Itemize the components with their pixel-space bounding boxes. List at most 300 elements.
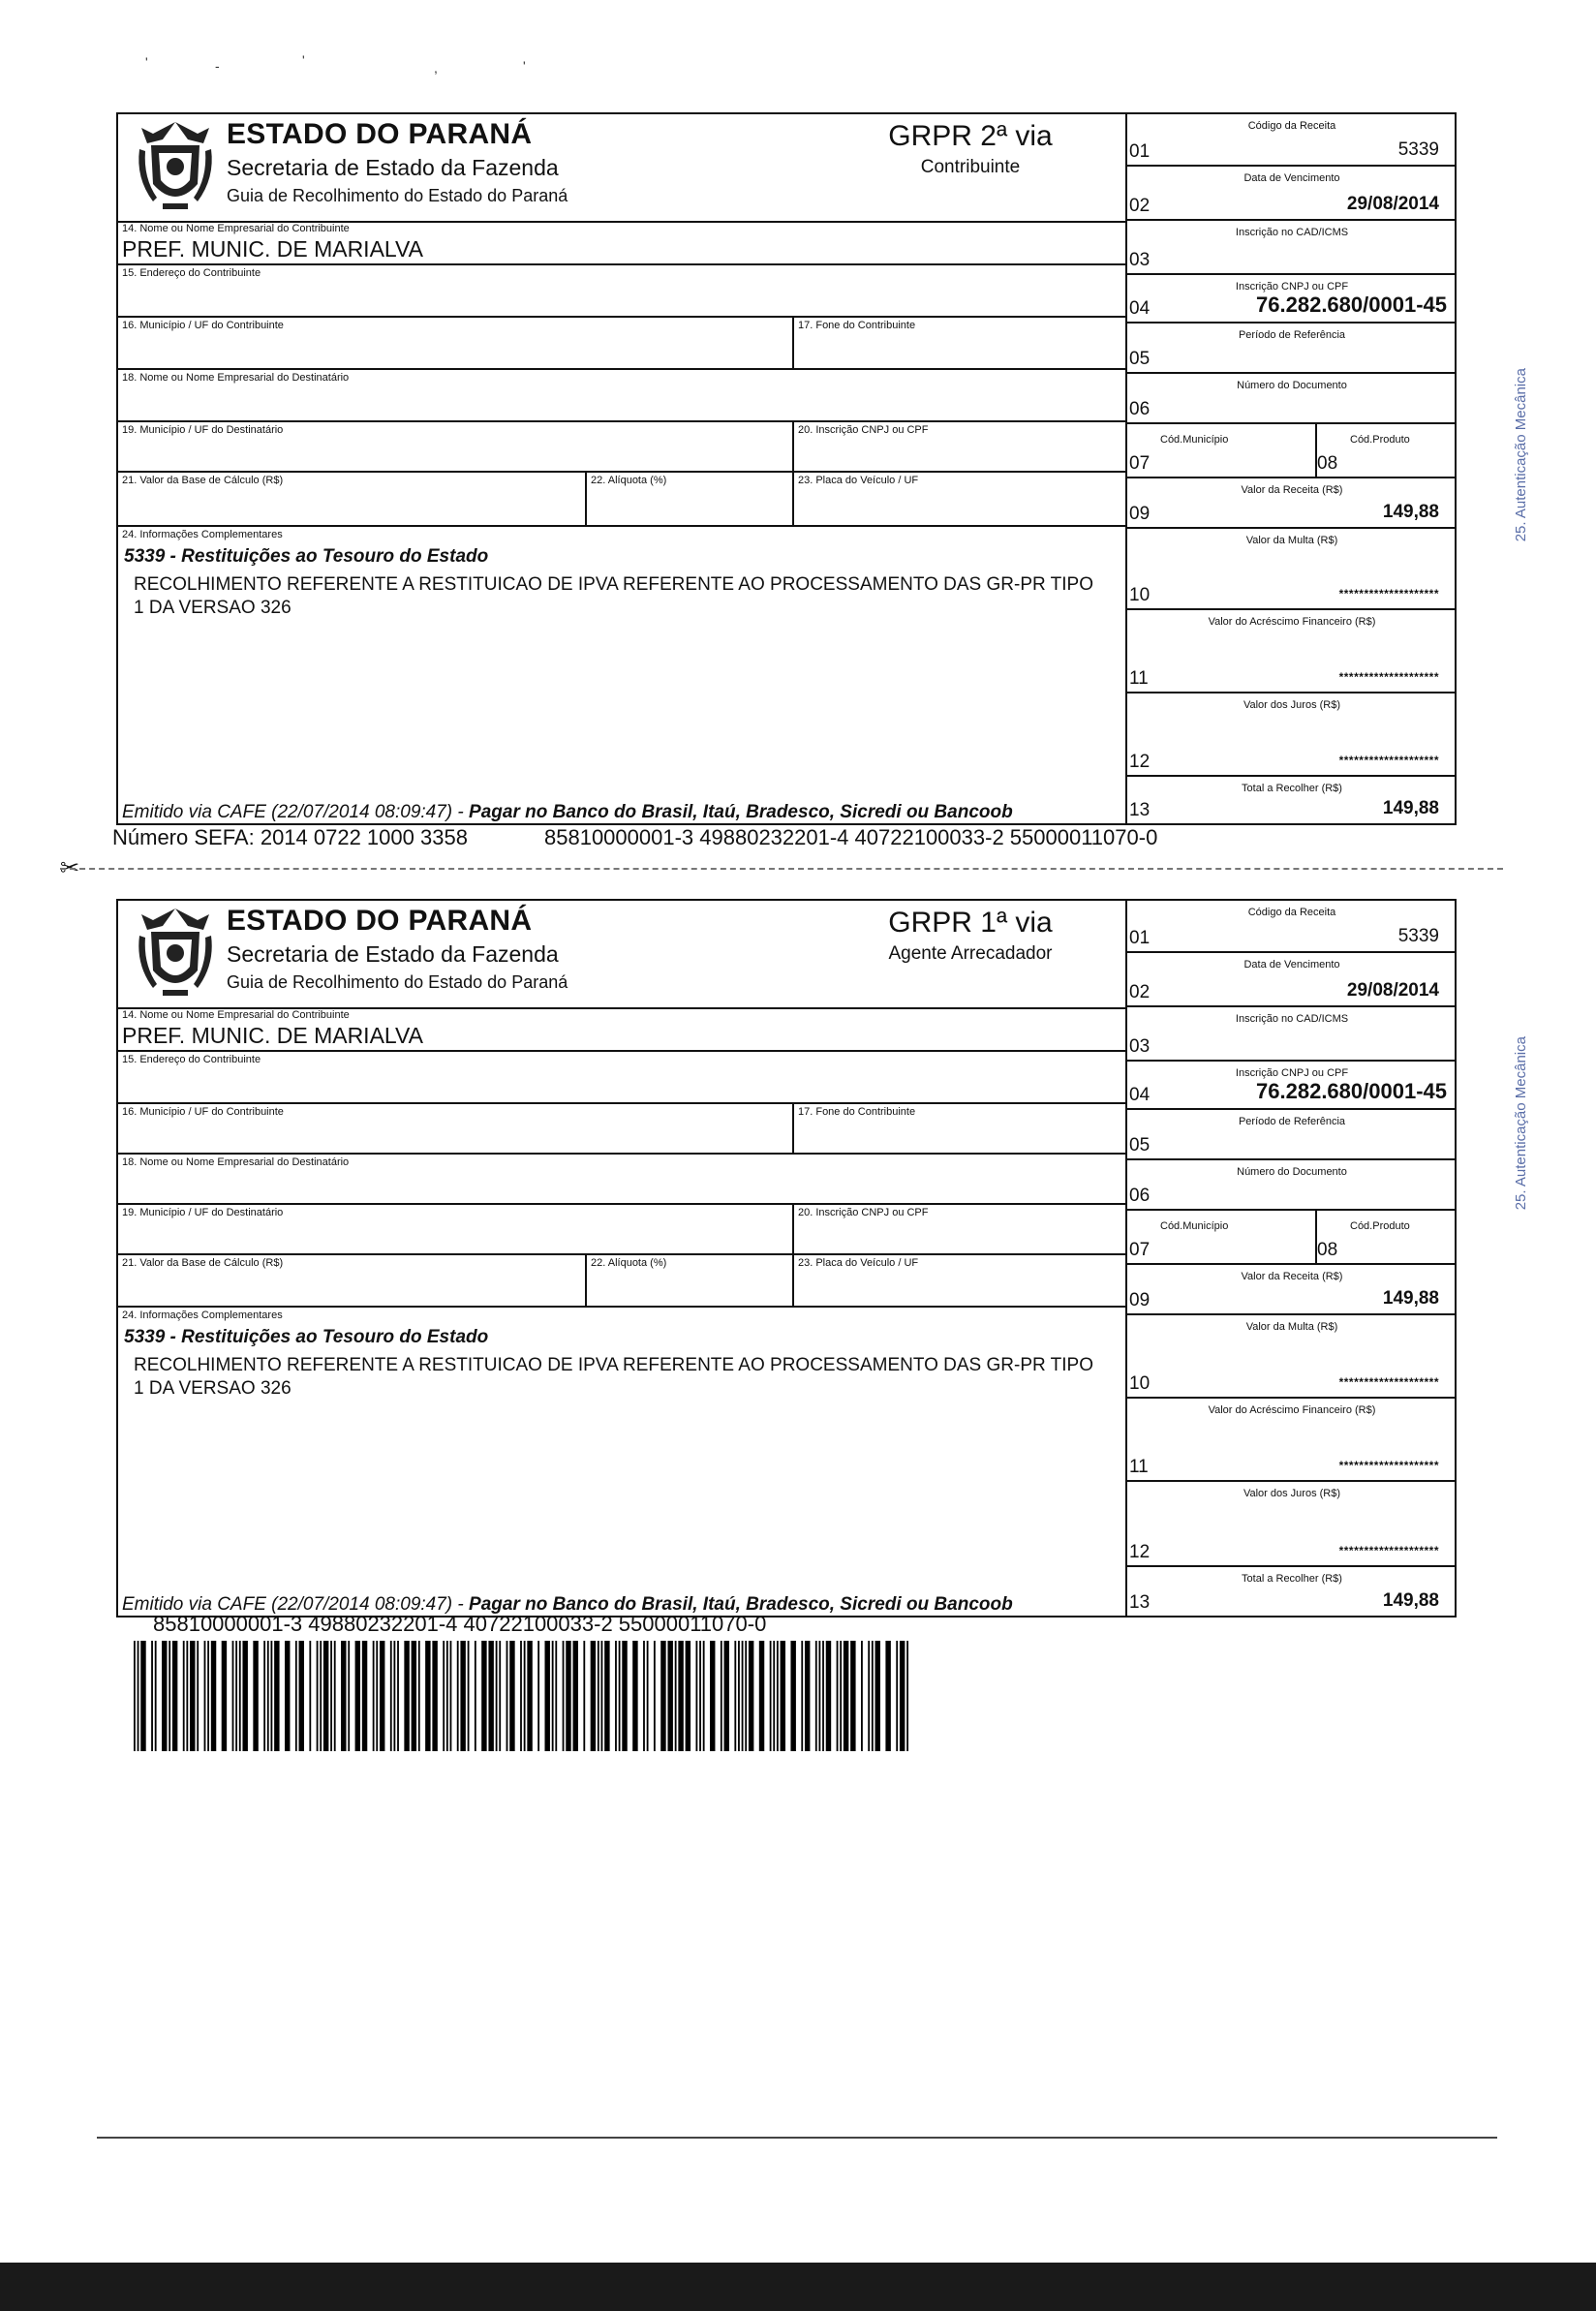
barcode-bar — [418, 1641, 420, 1751]
field-label: 18. Nome ou Nome Empresarial do Destinatário — [122, 372, 350, 384]
box-label: Período de Referência — [1238, 1116, 1346, 1127]
barcode-bar — [749, 1641, 753, 1751]
barcode-bar — [320, 1641, 322, 1751]
barcode-bar — [204, 1641, 206, 1751]
box-02 — [1127, 167, 1457, 221]
barcode-bar — [520, 1641, 522, 1751]
field-label: 18. Nome ou Nome Empresarial do Destinatário — [122, 1156, 350, 1168]
box-number: 12 — [1129, 1542, 1151, 1562]
barcode-bar — [186, 1641, 188, 1751]
field-label: 17. Fone do Contribuinte — [798, 320, 916, 331]
box-label: Valor da Multa (R$) — [1245, 1321, 1338, 1333]
guia-2a-via — [116, 112, 1457, 825]
field-divider — [792, 473, 794, 525]
barcode-bar — [348, 1641, 350, 1751]
field-label: 19. Município / UF do Destinatário — [122, 1207, 284, 1218]
state-title: ESTADO DO PARANÁ — [227, 118, 533, 150]
barcode-bar — [822, 1641, 824, 1751]
field-divider — [792, 422, 794, 471]
box-number: 07 — [1129, 453, 1151, 474]
valor-acrescimo: ******************** — [1338, 1459, 1439, 1472]
field-label: 24. Informações Complementares — [122, 1310, 283, 1321]
barcode-bar — [207, 1641, 209, 1751]
barcode-bar — [323, 1641, 328, 1751]
box-number: 13 — [1129, 800, 1151, 820]
barcode-bar — [781, 1641, 785, 1751]
parana-crest-icon — [134, 907, 217, 1000]
field-label: 22. Alíquota (%) — [591, 1257, 667, 1269]
barcode-bar — [376, 1641, 378, 1751]
barcode-bar — [868, 1641, 870, 1751]
via-subtitle: Contribuinte — [920, 157, 1021, 177]
field-24 — [118, 1308, 1125, 1618]
barcode-bar — [773, 1641, 775, 1751]
barcode-bar — [837, 1641, 839, 1751]
barcode-bar — [678, 1641, 683, 1751]
pagar-text: Pagar no Banco do Brasil, Itaú, Bradesco, Sicredi ou Bancoob — [469, 1594, 1013, 1615]
barcode-bar — [524, 1641, 526, 1751]
barcode-bar — [253, 1641, 258, 1751]
field-label: 16. Município / UF do Contribuinte — [122, 1106, 284, 1118]
barcode-bar — [695, 1641, 697, 1751]
box-label: Total a Recolher (R$) — [1242, 1573, 1342, 1585]
barcode-bar — [552, 1641, 554, 1751]
barcode-bar — [274, 1641, 279, 1751]
barcode-bar — [632, 1641, 637, 1751]
box-label: Data de Vencimento — [1243, 959, 1340, 971]
barcode-bar — [675, 1641, 677, 1751]
barcode-bar — [555, 1641, 557, 1751]
barcode-bar — [140, 1641, 145, 1751]
field-18 — [118, 1155, 1125, 1205]
side-stamp: 25. Autenticação Mecânica — [1513, 1036, 1529, 1211]
box-label: Valor da Multa (R$) — [1245, 535, 1338, 546]
data-vencimento: 29/08/2014 — [1346, 194, 1439, 214]
barcode-bar — [615, 1641, 617, 1751]
field-label: 20. Inscrição CNPJ ou CPF — [798, 1207, 929, 1218]
barcode-bar — [724, 1641, 729, 1751]
barcode-bar — [686, 1641, 691, 1751]
scan-mark: , — [434, 60, 438, 76]
side-stamp: 25. Autenticação Mecânica — [1513, 368, 1529, 542]
pagar-text: Pagar no Banco do Brasil, Itaú, Bradesco, Sicredi ou Bancoob — [469, 802, 1013, 822]
box-number: 09 — [1129, 1290, 1151, 1310]
barcode-bar — [643, 1641, 645, 1751]
scissors-icon: ✂ — [60, 855, 80, 881]
box-number: 03 — [1129, 1036, 1151, 1057]
emitido-line — [122, 802, 1013, 823]
barcode-bar — [818, 1641, 820, 1751]
cnpj-value: 76.282.680/0001-45 — [1256, 293, 1447, 317]
barcode-bar — [235, 1641, 237, 1751]
field-16 — [118, 318, 1125, 370]
barcode-bar — [844, 1641, 848, 1751]
box-07-08 — [1127, 1211, 1457, 1265]
info-body: RECOLHIMENTO REFERENTE A RESTITUICAO DE IPVA REFERENTE AO PROCESSAMENTO DAS GR-PR TIPO 1 DA VERSAO 326 — [134, 1355, 1093, 1399]
barcode-bar — [703, 1641, 705, 1751]
slip-header — [118, 114, 1125, 223]
box-10 — [1127, 1315, 1457, 1399]
barcode-bar — [222, 1641, 227, 1751]
box-04 — [1127, 275, 1457, 324]
barcode-bar — [734, 1641, 736, 1751]
barcode-bar — [334, 1641, 336, 1751]
box-04 — [1127, 1062, 1457, 1110]
secretaria-name: Secretaria de Estado da Fazenda — [227, 155, 559, 180]
field-label: 15. Endereço do Contribuinte — [122, 267, 261, 279]
barcode-bar — [801, 1641, 803, 1751]
box-number: 01 — [1129, 141, 1151, 162]
box-label: Valor dos Juros (R$) — [1243, 1488, 1341, 1499]
box-number: 08 — [1317, 453, 1338, 474]
emitido-text: Emitido via CAFE (22/07/2014 08:09:47) - — [122, 802, 470, 822]
barcode-bar — [840, 1641, 842, 1751]
numero-sefa: Número SEFA: 2014 0722 1000 3358 — [112, 825, 468, 849]
box-label: Cód.Produto — [1350, 434, 1410, 446]
field-21 — [118, 473, 1125, 527]
barcode — [134, 1641, 908, 1751]
emitido-text: Emitido via CAFE (22/07/2014 08:09:47) - — [122, 1594, 470, 1615]
box-number: 10 — [1129, 585, 1151, 605]
total-recolher: 149,88 — [1382, 1590, 1439, 1611]
box-label: Inscrição no CAD/ICMS — [1235, 1013, 1349, 1025]
box-number: 09 — [1129, 504, 1151, 524]
field-divider — [585, 473, 587, 525]
box-09 — [1127, 1265, 1457, 1315]
barcode-bar — [169, 1641, 170, 1751]
secretaria-name: Secretaria de Estado da Fazenda — [227, 941, 559, 967]
box-label: Cód.Município — [1160, 1220, 1229, 1232]
barcode-bar — [309, 1641, 311, 1751]
field-19 — [118, 1205, 1125, 1255]
box-number: 02 — [1129, 196, 1151, 216]
box-label: Valor da Receita (R$) — [1241, 1271, 1343, 1282]
state-title: ESTADO DO PARANÁ — [227, 905, 533, 937]
barcode-bar — [197, 1641, 199, 1751]
box-03 — [1127, 221, 1457, 275]
barcode-bar — [537, 1641, 539, 1751]
barcode-bar — [211, 1641, 216, 1751]
barcode-digits: 85810000001-3 49880232201-4 40722100033-2 55000011070-0 — [153, 1612, 767, 1636]
field-label: 23. Placa do Veículo / UF — [798, 475, 919, 486]
barcode-bar — [450, 1641, 452, 1751]
barcode-bar — [777, 1641, 779, 1751]
valor-acrescimo: ******************** — [1338, 670, 1439, 684]
barcode-bar — [509, 1641, 514, 1751]
barcode-bar — [759, 1641, 764, 1751]
box-number: 06 — [1129, 1186, 1151, 1206]
box-number: 01 — [1129, 928, 1151, 948]
barcode-bar — [872, 1641, 874, 1751]
barcode-bar — [573, 1641, 578, 1751]
field-label: 16. Município / UF do Contribuinte — [122, 320, 284, 331]
barcode-bar — [527, 1641, 532, 1751]
barcode-bar — [583, 1641, 585, 1751]
cut-line — [60, 868, 1503, 870]
barcode-bar — [745, 1641, 747, 1751]
box-05 — [1127, 324, 1457, 374]
barcode-bar — [362, 1641, 367, 1751]
box-03 — [1127, 1007, 1457, 1062]
info-title: 5339 - Restituições ao Tesouro do Estado — [124, 546, 489, 567]
box-05 — [1127, 1110, 1457, 1160]
box-11 — [1127, 610, 1457, 693]
valor-multa: ******************** — [1338, 587, 1439, 601]
valor-receita: 149,88 — [1382, 1288, 1439, 1309]
scan-mark: ' — [523, 58, 526, 74]
box-number: 04 — [1129, 1085, 1151, 1105]
box-label: Valor dos Juros (R$) — [1243, 699, 1341, 711]
barcode-bar — [875, 1641, 880, 1751]
codigo-receita: 5339 — [1397, 139, 1439, 160]
field-14 — [118, 221, 1125, 265]
box-label: Cód.Município — [1160, 434, 1229, 446]
field-divider — [585, 1255, 587, 1306]
barcode-bar — [390, 1641, 392, 1751]
barcode-bar — [172, 1641, 177, 1751]
field-label: 17. Fone do Contribuinte — [798, 1106, 916, 1118]
barcode-bar — [721, 1641, 722, 1751]
field-14 — [118, 1007, 1125, 1052]
box-number: 05 — [1129, 1135, 1151, 1156]
barcode-bar — [317, 1641, 319, 1751]
valor-juros: ******************** — [1338, 1544, 1439, 1557]
data-vencimento: 29/08/2014 — [1346, 980, 1439, 1001]
barcode-bar — [850, 1641, 855, 1751]
field-label: 22. Alíquota (%) — [591, 475, 667, 486]
barcode-bar — [660, 1641, 665, 1751]
barcode-bar — [805, 1641, 810, 1751]
box-label: Inscrição CNPJ ou CPF — [1235, 1067, 1349, 1079]
cnpj-value: 76.282.680/0001-45 — [1256, 1079, 1447, 1103]
barcode-bar — [506, 1641, 508, 1751]
info-body: RECOLHIMENTO REFERENTE A RESTITUICAO DE IPVA REFERENTE AO PROCESSAMENTO DAS GR-PR TIPO 1 DA VERSAO 326 — [134, 574, 1093, 618]
field-19 — [118, 422, 1125, 473]
barcode-bar — [412, 1641, 416, 1751]
box-10 — [1127, 529, 1457, 610]
contribuinte-name: PREF. MUNIC. DE MARIALVA — [122, 1023, 423, 1048]
barcode-bar — [151, 1641, 153, 1751]
field-label: 19. Município / UF do Destinatário — [122, 424, 284, 436]
barcode-bar — [622, 1641, 627, 1751]
barcode-bar — [667, 1641, 672, 1751]
barcode-bar — [481, 1641, 486, 1751]
barcode-bar — [134, 1641, 136, 1751]
box-06 — [1127, 374, 1457, 424]
box-12 — [1127, 693, 1457, 777]
box-label: Total a Recolher (R$) — [1242, 783, 1342, 794]
box-label: Código da Receita — [1247, 907, 1336, 918]
field-15 — [118, 265, 1125, 318]
via-title: GRPR 1ª via — [888, 907, 1053, 939]
barcode-bar — [232, 1641, 234, 1751]
field-15 — [118, 1052, 1125, 1104]
box-13 — [1127, 1567, 1457, 1616]
barcode-bar — [591, 1641, 596, 1751]
field-label: 23. Placa do Veículo / UF — [798, 1257, 919, 1269]
barcode-bar — [267, 1641, 269, 1751]
barcode-bar — [861, 1641, 863, 1751]
barcode-bar — [563, 1641, 565, 1751]
contribuinte-name: PREF. MUNIC. DE MARIALVA — [122, 236, 423, 262]
scan-mark: ' — [302, 52, 305, 68]
scan-edge — [0, 2263, 1596, 2311]
field-label: 15. Endereço do Contribuinte — [122, 1054, 261, 1065]
barcode-bar — [566, 1641, 570, 1751]
box-label: Inscrição no CAD/ICMS — [1235, 227, 1349, 238]
guia-1a-via — [116, 899, 1457, 1618]
box-07-08 — [1127, 424, 1457, 478]
barcode-bar — [355, 1641, 360, 1751]
barcode-bar — [475, 1641, 476, 1751]
box-number: 03 — [1129, 250, 1151, 270]
barcode-bar — [155, 1641, 157, 1751]
field-18 — [118, 370, 1125, 422]
barcode-bar — [815, 1641, 817, 1751]
barcode-bar — [460, 1641, 465, 1751]
barcode-bar — [654, 1641, 656, 1751]
field-label: 21. Valor da Base de Cálculo (R$) — [122, 1257, 284, 1269]
barcode-bar — [404, 1641, 409, 1751]
barcode-bar — [393, 1641, 395, 1751]
field-label: 20. Inscrição CNPJ ou CPF — [798, 424, 929, 436]
box-09 — [1127, 478, 1457, 529]
barcode-bar — [443, 1641, 445, 1751]
barcode-bar — [896, 1641, 898, 1751]
barcode-bar — [190, 1641, 195, 1751]
barcode-bar — [900, 1641, 905, 1751]
bottom-rule — [97, 2137, 1497, 2139]
barcode-bar — [598, 1641, 599, 1751]
box-number: 10 — [1129, 1373, 1151, 1394]
box-11 — [1127, 1399, 1457, 1482]
total-recolher: 149,88 — [1382, 798, 1439, 818]
field-16 — [118, 1104, 1125, 1155]
parana-crest-icon — [134, 120, 217, 213]
box-number: 05 — [1129, 349, 1151, 369]
barcode-bar — [826, 1641, 831, 1751]
barcode-bar — [885, 1641, 890, 1751]
box-number: 02 — [1129, 982, 1151, 1002]
box-02 — [1127, 953, 1457, 1007]
barcode-bar — [499, 1641, 501, 1751]
guia-name: Guia de Recolhimento do Estado do Paraná — [227, 186, 568, 205]
barcode-bar — [380, 1641, 384, 1751]
via-title: GRPR 2ª via — [888, 120, 1053, 152]
box-13 — [1127, 777, 1457, 823]
valor-juros: ******************** — [1338, 754, 1439, 767]
barcode-bar — [295, 1641, 297, 1751]
box-label: Data de Vencimento — [1243, 172, 1340, 184]
box-06 — [1127, 1160, 1457, 1211]
barcode-bar — [457, 1641, 459, 1751]
box-number: 07 — [1129, 1240, 1151, 1260]
field-divider — [792, 318, 794, 368]
box-number: 13 — [1129, 1592, 1151, 1613]
box-number: 12 — [1129, 752, 1151, 772]
barcode-bar — [397, 1641, 399, 1751]
box-number: 08 — [1317, 1240, 1338, 1260]
linha-digitavel: 85810000001-3 49880232201-4 40722100033-2 55000011070-0 — [544, 825, 1158, 849]
barcode-bar — [738, 1641, 740, 1751]
barcode-bar — [601, 1641, 603, 1751]
box-label: Valor do Acréscimo Financeiro (R$) — [1208, 616, 1376, 628]
barcode-bar — [330, 1641, 332, 1751]
barcode-bar — [285, 1641, 290, 1751]
numero-sefa-line — [112, 825, 1158, 850]
field-label: 24. Informações Complementares — [122, 529, 283, 540]
box-number: 11 — [1129, 1457, 1149, 1477]
field-24 — [118, 527, 1125, 825]
valor-receita: 149,88 — [1382, 502, 1439, 522]
field-label: 14. Nome ou Nome Empresarial do Contribuinte — [122, 1009, 350, 1021]
barcode-bar — [790, 1641, 795, 1751]
field-label: 14. Nome ou Nome Empresarial do Contribuinte — [122, 223, 350, 234]
barcode-bar — [496, 1641, 498, 1751]
box-label: Número do Documento — [1237, 1166, 1347, 1178]
barcode-bar — [604, 1641, 609, 1751]
box-01 — [1127, 114, 1457, 167]
barcode-bar — [770, 1641, 772, 1751]
guia-name: Guia de Recolhimento do Estado do Paraná — [227, 972, 568, 992]
box-label: Valor do Acréscimo Financeiro (R$) — [1208, 1404, 1376, 1416]
barcode-bar — [242, 1641, 247, 1751]
box-label: Código da Receita — [1247, 120, 1336, 132]
barcode-bar — [446, 1641, 448, 1751]
valor-multa: ******************** — [1338, 1375, 1439, 1389]
scan-mark: - — [215, 58, 220, 74]
box-label: Período de Referência — [1238, 329, 1346, 341]
box-label: Inscrição CNPJ ou CPF — [1235, 281, 1349, 293]
barcode-bar — [183, 1641, 185, 1751]
field-divider — [792, 1255, 794, 1306]
field-21 — [118, 1255, 1125, 1308]
scan-mark: ' — [145, 54, 148, 70]
barcode-bar — [162, 1641, 167, 1751]
field-label: 21. Valor da Base de Cálculo (R$) — [122, 475, 284, 486]
barcode-bar — [699, 1641, 701, 1751]
box-01 — [1127, 901, 1457, 953]
barcode-bar — [619, 1641, 621, 1751]
barcode-bar — [544, 1641, 549, 1751]
box-number: 04 — [1129, 298, 1151, 319]
codigo-receita: 5339 — [1397, 926, 1439, 946]
field-divider — [792, 1205, 794, 1253]
barcode-bar — [138, 1641, 139, 1751]
barcode-bar — [468, 1641, 470, 1751]
box-label: Cód.Produto — [1350, 1220, 1410, 1232]
info-title: 5339 - Restituições ao Tesouro do Estado — [124, 1327, 489, 1347]
barcode-bar — [647, 1641, 649, 1751]
barcode-bar — [341, 1641, 346, 1751]
field-divider — [792, 1104, 794, 1153]
barcode-bar — [263, 1641, 265, 1751]
box-label: Número do Documento — [1237, 380, 1347, 391]
barcode-bar — [373, 1641, 375, 1751]
barcode-bar — [239, 1641, 241, 1751]
box-12 — [1127, 1482, 1457, 1567]
box-label: Valor da Receita (R$) — [1241, 484, 1343, 496]
barcode-bar — [710, 1641, 715, 1751]
barcode-bar — [432, 1641, 437, 1751]
barcode-bar — [270, 1641, 272, 1751]
barcode-bar — [425, 1641, 430, 1751]
box-number: 11 — [1129, 668, 1149, 689]
barcode-bar — [299, 1641, 304, 1751]
box-number: 06 — [1129, 399, 1151, 419]
via-subtitle: Agente Arrecadador — [888, 943, 1053, 964]
slip-header — [118, 901, 1125, 1009]
